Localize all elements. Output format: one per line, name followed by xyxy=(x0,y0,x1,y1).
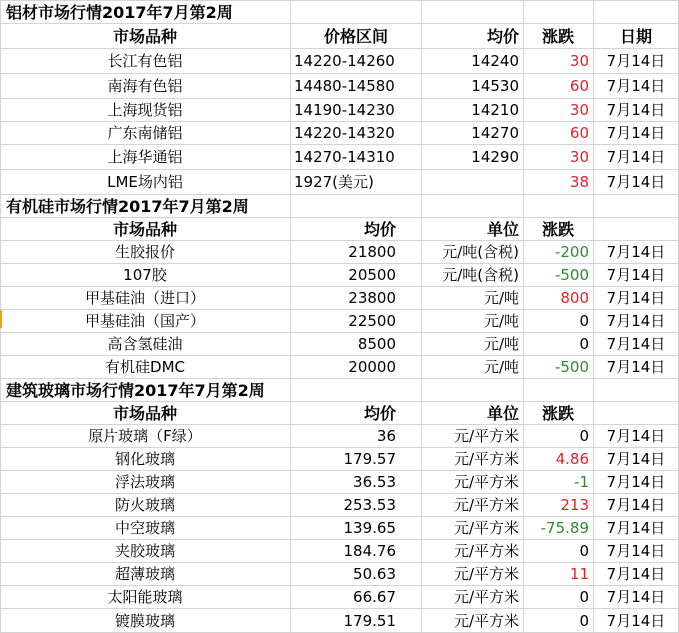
cell-date[interactable]: 7月14日 xyxy=(606,243,666,261)
cell-variety[interactable]: 夹胶玻璃 xyxy=(114,542,175,560)
cell-price-range[interactable]: 1927(美元) xyxy=(294,173,374,191)
cell-unit[interactable]: 元/吨 xyxy=(483,335,519,353)
header-change[interactable]: 涨跌 xyxy=(541,220,574,239)
cell-date[interactable]: 7月14日 xyxy=(606,542,666,560)
cell-unit[interactable]: 元/平方米 xyxy=(453,519,519,537)
cell-price-range[interactable]: 14480-14580 xyxy=(294,76,395,95)
cell-unit[interactable]: 元/吨(含税) xyxy=(442,243,519,261)
cell-variety[interactable]: 南海有色铝 xyxy=(107,77,183,95)
header-market-variety[interactable]: 市场品种 xyxy=(112,404,177,423)
cell-date[interactable]: 7月14日 xyxy=(606,335,666,353)
table-row xyxy=(0,470,679,493)
cell-change[interactable]: 30 xyxy=(569,147,589,166)
cell-date[interactable]: 7月14日 xyxy=(606,358,666,376)
cell-variety[interactable]: LME场内铝 xyxy=(107,173,183,191)
cell-average-price[interactable]: 139.65 xyxy=(343,518,396,537)
cell-date[interactable]: 7月14日 xyxy=(606,266,666,284)
section-title: 有机硅市场行情2017年7月第2周 xyxy=(6,197,249,216)
cell-price-range[interactable]: 14220-14260 xyxy=(294,51,395,70)
cell-unit[interactable]: 元/平方米 xyxy=(453,588,519,606)
cell-change[interactable]: -200 xyxy=(554,242,589,261)
cell-variety[interactable]: 太阳能玻璃 xyxy=(107,588,183,606)
cell-unit[interactable]: 元/平方米 xyxy=(453,450,519,468)
cell-change[interactable]: 0 xyxy=(579,587,589,606)
section-title: 建筑玻璃市场行情2017年7月第2周 xyxy=(6,381,265,400)
cell-unit[interactable]: 元/平方米 xyxy=(453,542,519,560)
cell-average-price[interactable]: 179.51 xyxy=(343,611,396,630)
cell-variety[interactable]: 超薄玻璃 xyxy=(114,565,175,583)
cell-variety[interactable]: 钢化玻璃 xyxy=(114,450,175,468)
cell-average-price[interactable]: 36.53 xyxy=(353,472,396,491)
table-row xyxy=(0,240,679,263)
cell-date[interactable]: 7月14日 xyxy=(606,519,666,537)
cell-average-price[interactable]: 20500 xyxy=(348,265,396,284)
cell-unit[interactable]: 元/平方米 xyxy=(453,496,519,514)
cell-variety[interactable]: 生胶报价 xyxy=(114,243,175,261)
cell-date[interactable]: 7月14日 xyxy=(606,173,666,191)
cell-date[interactable]: 7月14日 xyxy=(606,565,666,583)
cell-date[interactable]: 7月14日 xyxy=(606,450,666,468)
cell-unit[interactable]: 元/吨 xyxy=(483,312,519,330)
cell-date[interactable]: 7月14日 xyxy=(606,612,666,630)
cell-change[interactable]: -75.89 xyxy=(540,518,589,537)
cell-variety[interactable]: 长江有色铝 xyxy=(107,52,183,70)
cell-change[interactable]: -500 xyxy=(554,357,589,376)
header-average-price[interactable]: 均价 xyxy=(363,404,396,423)
header-unit[interactable]: 单位 xyxy=(486,404,519,423)
cell-date[interactable]: 7月14日 xyxy=(606,148,666,166)
cell-change[interactable]: 0 xyxy=(579,334,589,353)
table-row xyxy=(0,98,679,121)
table-row xyxy=(0,539,679,562)
cell-variety[interactable]: 甲基硅油（国产） xyxy=(84,312,205,330)
cell-variety[interactable]: 甲基硅油（进口） xyxy=(84,289,205,307)
cell-variety[interactable]: 高含氢硅油 xyxy=(107,335,183,353)
table-row xyxy=(0,309,679,332)
cell-average-price[interactable]: 50.63 xyxy=(353,564,396,583)
cell-average-price[interactable] xyxy=(423,169,519,194)
cell-change[interactable]: -1 xyxy=(574,472,589,491)
cell-date[interactable]: 7月14日 xyxy=(606,101,666,119)
cell-change[interactable]: 38 xyxy=(569,172,589,191)
cell-date[interactable]: 7月14日 xyxy=(606,124,666,142)
header-row xyxy=(0,217,679,240)
cell-date[interactable]: 7月14日 xyxy=(606,289,666,307)
cell-average-price[interactable]: 36 xyxy=(376,426,396,445)
table-row xyxy=(0,608,679,633)
cell-change[interactable]: 0 xyxy=(579,611,589,630)
cell-unit[interactable]: 元/平方米 xyxy=(453,612,519,630)
cell-average-price[interactable]: 22500 xyxy=(348,311,396,330)
cell-date[interactable]: 7月14日 xyxy=(606,312,666,330)
header-market-variety[interactable]: 市场品种 xyxy=(112,27,177,46)
selection-marker xyxy=(0,310,2,328)
cell-unit[interactable]: 元/吨(含税) xyxy=(442,266,519,284)
cell-variety[interactable]: 镀膜玻璃 xyxy=(114,612,175,630)
cell-date[interactable]: 7月14日 xyxy=(606,52,666,70)
cell-price-range[interactable]: 14220-14320 xyxy=(294,123,395,142)
section-title-row xyxy=(0,378,679,401)
cell-change[interactable]: 0 xyxy=(579,541,589,560)
cell-change[interactable]: 30 xyxy=(569,100,589,119)
table-row xyxy=(0,121,679,144)
section-title-row xyxy=(0,194,679,217)
cell-average-price[interactable]: 179.57 xyxy=(343,449,396,468)
cell-variety[interactable]: 中空玻璃 xyxy=(114,519,175,537)
table-row xyxy=(0,144,679,169)
cell-unit[interactable]: 元/平方米 xyxy=(453,565,519,583)
cell-variety[interactable]: 广东南储铝 xyxy=(107,124,183,142)
cell-change[interactable]: 0 xyxy=(579,426,589,445)
cell-price-range[interactable]: 14190-14230 xyxy=(294,100,395,119)
cell-variety[interactable]: 防火玻璃 xyxy=(114,496,175,514)
header-change[interactable]: 涨跌 xyxy=(541,27,574,46)
cell-average-price[interactable]: 14240 xyxy=(471,51,519,70)
header-price-range[interactable]: 价格区间 xyxy=(323,27,388,46)
cell-average-price[interactable]: 253.53 xyxy=(343,495,396,514)
cell-change[interactable]: 30 xyxy=(569,51,589,70)
table-row xyxy=(0,493,679,516)
table-row xyxy=(0,286,679,309)
table-row xyxy=(0,332,679,355)
table-row xyxy=(0,424,679,447)
cell-average-price[interactable]: 23800 xyxy=(348,288,396,307)
cell-change[interactable]: 4.86 xyxy=(555,449,589,468)
cell-unit[interactable]: 元/平方米 xyxy=(453,427,519,445)
cell-variety[interactable]: 上海现货铝 xyxy=(107,101,183,119)
table-row xyxy=(0,355,679,378)
cell-price-range[interactable]: 14270-14310 xyxy=(294,147,395,166)
header-row xyxy=(0,23,679,48)
table-row xyxy=(0,562,679,585)
header-market-variety[interactable]: 市场品种 xyxy=(112,220,177,239)
table-row xyxy=(0,73,679,98)
header-average-price[interactable]: 均价 xyxy=(486,27,519,46)
cell-average-price[interactable]: 14290 xyxy=(471,147,519,166)
cell-unit[interactable]: 元/平方米 xyxy=(453,473,519,491)
table-row xyxy=(0,516,679,539)
cell-average-price[interactable]: 66.67 xyxy=(353,587,396,606)
header-unit[interactable]: 单位 xyxy=(486,220,519,239)
table-row xyxy=(0,585,679,608)
cell-date[interactable]: 7月14日 xyxy=(606,496,666,514)
table-row xyxy=(0,263,679,286)
cell-variety[interactable]: 原片玻璃（F绿） xyxy=(88,427,202,445)
cell-variety[interactable]: 浮法玻璃 xyxy=(114,473,175,491)
section-title: 铝材市场行情2017年7月第2周 xyxy=(6,3,233,22)
cell-average-price[interactable]: 14210 xyxy=(471,100,519,119)
table-row xyxy=(0,447,679,470)
header-change[interactable]: 涨跌 xyxy=(541,404,574,423)
cell-change[interactable]: -500 xyxy=(554,265,589,284)
cell-change[interactable]: 60 xyxy=(569,76,589,95)
cell-change[interactable]: 0 xyxy=(579,311,589,330)
cell-average-price[interactable]: 20000 xyxy=(348,357,396,376)
header-row xyxy=(0,401,679,424)
cell-unit[interactable]: 元/吨 xyxy=(483,358,519,376)
header-average-price[interactable]: 均价 xyxy=(363,220,396,239)
cell-change[interactable]: 213 xyxy=(560,495,589,514)
cell-unit[interactable]: 元/吨 xyxy=(483,289,519,307)
table-row xyxy=(0,169,679,194)
cell-date[interactable]: 7月14日 xyxy=(606,77,666,95)
header-date[interactable]: 日期 xyxy=(619,27,652,46)
table-row xyxy=(0,48,679,73)
cell-change[interactable]: 60 xyxy=(569,123,589,142)
cell-average-price[interactable]: 184.76 xyxy=(343,541,396,560)
cell-variety[interactable]: 有机硅DMC xyxy=(105,358,185,376)
cell-variety[interactable]: 上海华通铝 xyxy=(107,148,183,166)
cell-variety[interactable]: 107胶 xyxy=(123,266,167,284)
cell-change[interactable]: 800 xyxy=(560,288,589,307)
cell-date[interactable]: 7月14日 xyxy=(606,427,666,445)
cell-average-price[interactable]: 21800 xyxy=(348,242,396,261)
cell-date[interactable]: 7月14日 xyxy=(606,588,666,606)
cell-date[interactable]: 7月14日 xyxy=(606,473,666,491)
cell-average-price[interactable]: 14530 xyxy=(471,76,519,95)
section-title-row xyxy=(0,0,679,23)
cell-average-price[interactable]: 14270 xyxy=(471,123,519,142)
cell-change[interactable]: 11 xyxy=(569,564,589,583)
cell-average-price[interactable]: 8500 xyxy=(357,334,396,353)
